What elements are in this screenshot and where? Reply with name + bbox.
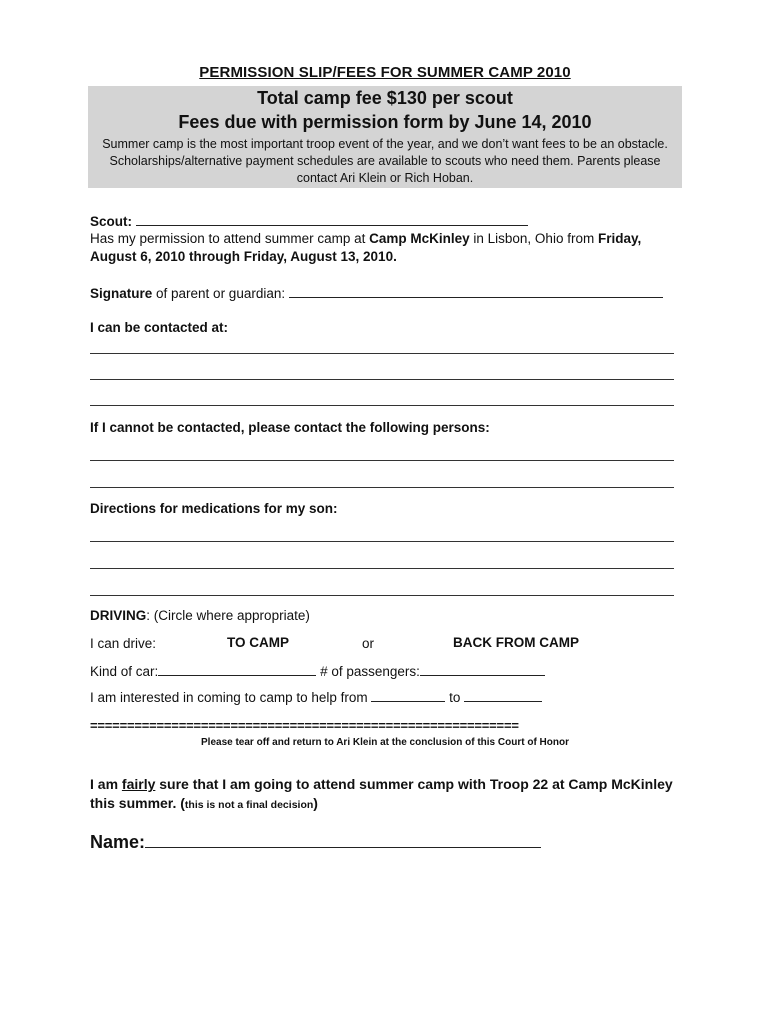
fee-line: Total camp fee $130 per scout xyxy=(257,88,513,108)
signature-field[interactable] xyxy=(289,284,663,298)
permission-text xyxy=(90,230,682,266)
tear-separator: ========================================================== xyxy=(90,718,519,733)
signature-line xyxy=(90,284,690,303)
camp-name: Camp McKinley xyxy=(369,231,470,246)
alt-contact-line-1[interactable] xyxy=(90,460,674,461)
attend-pre: I am xyxy=(90,776,122,792)
scout-name-field[interactable] xyxy=(136,212,528,226)
help-from-field[interactable] xyxy=(371,688,445,702)
camp-dates: Friday, August 6, 2010 through Friday, August 13, 2010. xyxy=(90,231,642,264)
help-line xyxy=(90,688,690,707)
page-title: PERMISSION SLIP/FEES FOR SUMMER CAMP 2010 xyxy=(199,64,571,81)
contact-line-2[interactable] xyxy=(90,379,674,380)
driving-hint: : (Circle where appropriate) xyxy=(146,608,310,623)
signature-rest: of parent or guardian: xyxy=(152,286,289,301)
name-label: Name: xyxy=(90,832,146,852)
medication-line-1[interactable] xyxy=(90,541,674,542)
attend-close: ) xyxy=(313,795,318,811)
signature-label: Signature xyxy=(90,286,153,301)
tear-instruction: Please tear off and return to Ari Klein at the conclusion of this Court of Honor xyxy=(201,737,569,748)
medication-line-2[interactable] xyxy=(90,568,674,569)
scout-line xyxy=(90,212,690,231)
car-field[interactable] xyxy=(158,662,316,676)
help-to-field[interactable] xyxy=(464,688,542,702)
medication-label: Directions for medications for my son: xyxy=(90,501,338,516)
contact-label: I can be contacted at: xyxy=(90,320,229,335)
alt-contact-line-2[interactable] xyxy=(90,487,674,488)
help-label: I am interested in coming to camp to help from xyxy=(90,690,368,705)
attend-statement xyxy=(90,775,680,815)
back-from-camp-option[interactable]: BACK FROM CAMP xyxy=(453,635,579,650)
name-line xyxy=(90,831,690,853)
driving-label: DRIVING xyxy=(90,608,147,623)
perm-mid: in Lisbon, Ohio from xyxy=(469,231,598,246)
help-to-label: to xyxy=(449,690,461,705)
contact-line-1[interactable] xyxy=(90,353,674,354)
or-label: or xyxy=(362,636,375,651)
to-camp-option[interactable]: TO CAMP xyxy=(227,635,290,650)
passengers-label: # of passengers: xyxy=(320,664,420,679)
fee-note: Summer camp is the most important troop event of the year, and we don’t want fees to be an obstacle. Scholarships/alternative payment schedules are available to scouts who need them. Parents please contact Ari Klein or Rich Hoban. xyxy=(102,137,668,185)
name-field[interactable] xyxy=(145,831,541,848)
due-line: Fees due with permission form by June 14, 2010 xyxy=(178,112,592,132)
fee-banner xyxy=(88,86,682,188)
car-label: Kind of car: xyxy=(90,664,159,679)
attend-fairly: fairly xyxy=(121,776,156,792)
perm-pre: Has my permission to attend summer camp at xyxy=(90,231,370,246)
car-line xyxy=(90,662,690,681)
passengers-field[interactable] xyxy=(420,662,545,676)
alt-contact-label: If I cannot be contacted, please contact the following persons: xyxy=(90,420,490,435)
medication-line-3[interactable] xyxy=(90,595,674,596)
scout-label: Scout: xyxy=(90,214,132,229)
driving-heading xyxy=(90,607,310,625)
attend-small: this is not a final decision xyxy=(184,799,314,811)
attend-post: sure that I am going to attend summer camp with Troop 22 at Camp McKinley this summer. ( xyxy=(90,776,673,811)
contact-line-3[interactable] xyxy=(90,405,674,406)
can-drive-label: I can drive: xyxy=(90,636,157,651)
